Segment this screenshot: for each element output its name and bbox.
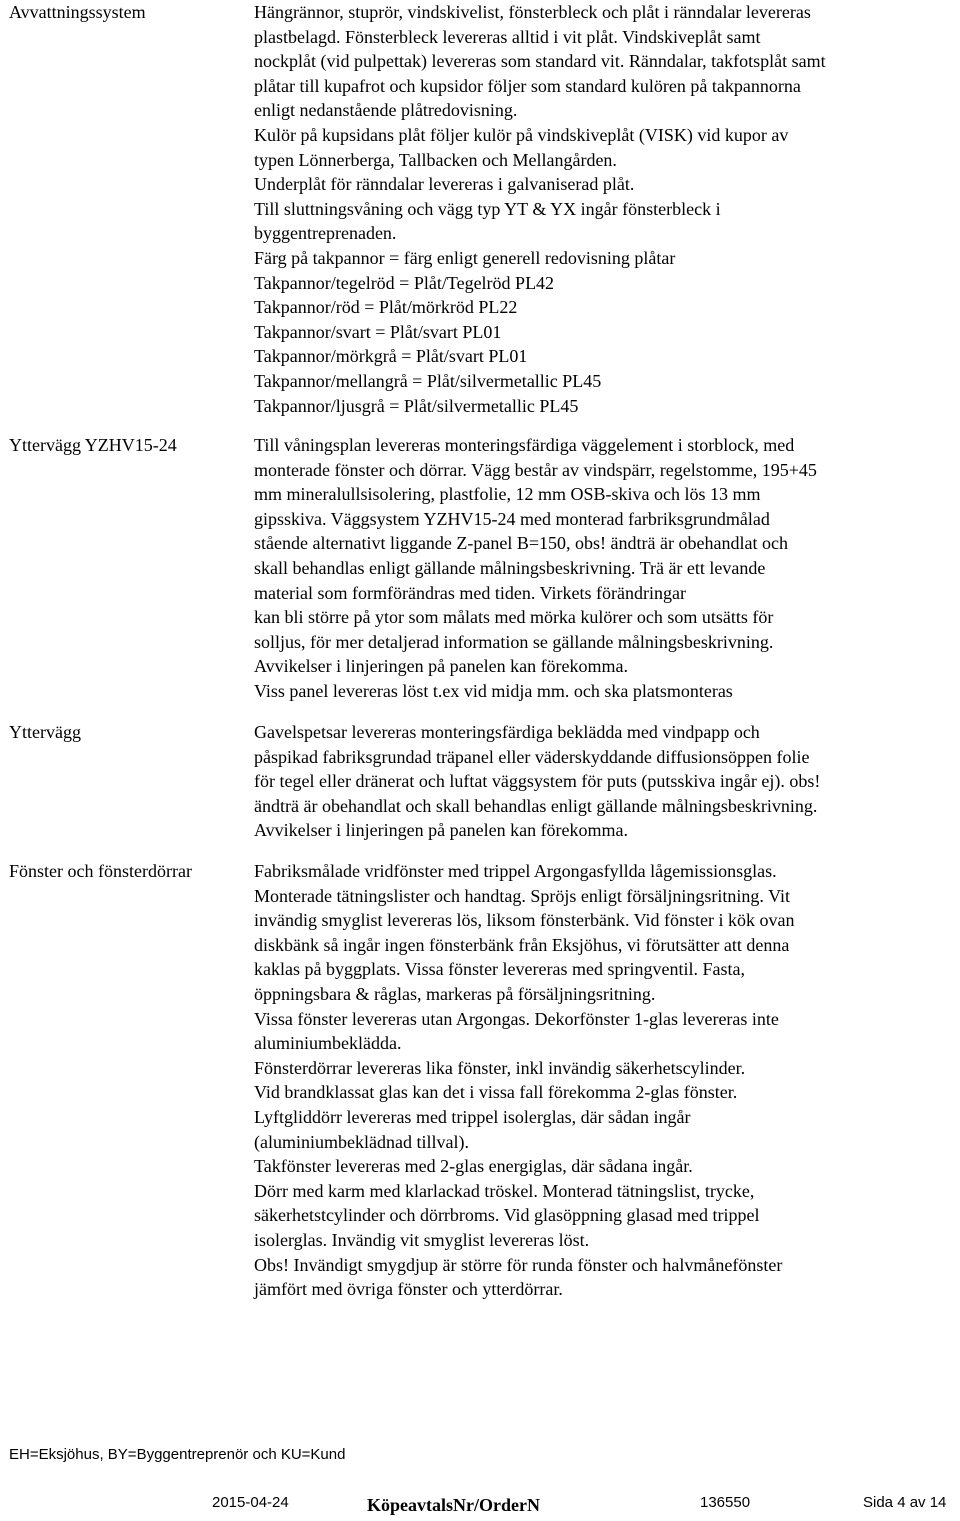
- text-line: Gavelspetsar levereras monteringsfärdiga beklädda med vindpapp och: [254, 722, 760, 742]
- text-line: jämfört med övriga fönster och ytterdörrar.: [254, 1279, 563, 1300]
- section-label: Avvattningssystem: [9, 2, 146, 22]
- text-line: nockplåt (vid pulpettak) levereras som standard vit. Ränndalar, takfotsplåt samt: [254, 51, 826, 72]
- text-line: kan bli större på ytor som målats med mörka kulörer och som utsätts för: [254, 607, 774, 628]
- text-line: material som formförändras med tiden. Virkets förändringar: [254, 582, 686, 603]
- text-line: Takpannor/mellangrå = Plåt/silvermetallic PL45: [254, 370, 602, 391]
- text-line: Hängrännor, stuprör, vindskivelist, fönsterbleck och plåt i ränndalar levereras: [254, 2, 811, 22]
- text-line: mm mineralullsisolering, plastfolie, 12 mm OSB-skiva och lös 13 mm: [254, 484, 761, 505]
- text-line: Vissa fönster levereras utan Argongas. Dekorfönster 1-glas levereras inte: [254, 1008, 779, 1029]
- text-line: byggentreprenaden.: [254, 223, 397, 244]
- text-line: påspikad fabriksgrundad träpanel eller väderskyddande diffusionsöppen folie: [254, 746, 810, 767]
- text-line: Takpannor/mörkgrå = Plåt/svart PL01: [254, 346, 528, 367]
- section-label: Yttervägg YZHV15-24: [9, 435, 177, 455]
- text-line: enligt nedanstående plåtredovisning.: [254, 100, 518, 121]
- text-line: skall behandlas enligt gällande målningsbeskrivning. Trä är ett levande: [254, 557, 766, 578]
- text-line: Till sluttningsvåning och vägg typ YT & YX ingår fönsterbleck i: [254, 198, 721, 219]
- text-line: Kulör på kupsidans plåt följer kulör på vindskiveplåt (VISK) vid kupor av: [254, 124, 789, 145]
- footer-order-number: 136550: [700, 1494, 751, 1511]
- text-line: diskbänk så ingår ingen fönsterbänk från Eksjöhus, vi förutsätter att denna: [254, 934, 790, 955]
- text-line: Takfönster levereras med 2-glas energiglas, där sådana ingår.: [254, 1156, 693, 1177]
- text-line: Underplåt för ränndalar levereras i galvaniserad plåt.: [254, 174, 635, 195]
- section-label: Yttervägg: [9, 722, 81, 742]
- footer-legend: EH=Eksjöhus, BY=Byggentreprenör och KU=Kund: [9, 1446, 346, 1463]
- text-line: säkerhetstcylinder och dörrbroms. Vid glasöppning glasad med trippel: [254, 1205, 760, 1226]
- text-line: för tegel eller dränerat och luftat väggsystem för puts (putsskiva ingår ej). obs!: [254, 771, 821, 792]
- text-line: Avvikelser i linjeringen på panelen kan förekomma.: [254, 656, 629, 677]
- text-line: Vid brandklassat glas kan det i vissa fall förekomma 2-glas fönster.: [254, 1082, 738, 1103]
- text-line: Takpannor/tegelröd = Plåt/Tegelröd PL42: [254, 272, 555, 293]
- text-line: plastbelagd. Fönsterbleck levereras alltid i vit plåt. Vindskiveplåt samt: [254, 26, 761, 47]
- text-line: ändträ är obehandlat och skall behandlas enligt gällande målningsbeskrivning.: [254, 795, 818, 816]
- text-line: Takpannor/ljusgrå = Plåt/silvermetallic PL45: [254, 395, 579, 416]
- text-line: Fönsterdörrar levereras lika fönster, inkl invändig säkerhetscylinder.: [254, 1057, 746, 1078]
- text-line: aluminiumbeklädda.: [254, 1033, 402, 1054]
- text-line: Dörr med karm med klarlackad tröskel. Monterad tätningslist, trycke,: [254, 1180, 755, 1201]
- text-line: Fabriksmålade vridfönster med trippel Argongasfyllda lågemissionsglas.: [254, 861, 777, 881]
- text-line: solljus, för mer detaljerad information se gällande målningsbeskrivning.: [254, 631, 774, 652]
- text-line: kaklas på byggplats. Vissa fönster levereras med springventil. Fasta,: [254, 959, 745, 980]
- section-body: [254, 0, 959, 418]
- text-line: Takpannor/röd = Plåt/mörkröd PL22: [254, 297, 518, 318]
- text-line: typen Lönnerberga, Tallbacken och Mellangården.: [254, 149, 617, 170]
- footer-field-name: KöpeavtalsNr/OrderN: [367, 1495, 540, 1515]
- text-line: plåtar till kupafrot och kupsidor följer som standard kulören på takpannorna: [254, 75, 801, 96]
- text-line: Till våningsplan levereras monteringsfärdiga väggelement i storblock, med: [254, 435, 795, 455]
- text-line: isolerglas. Invändig vit smyglist levereras löst.: [254, 1229, 590, 1250]
- text-line: Färg på takpannor = färg enligt generell redovisning plåtar: [254, 247, 676, 268]
- section-body: [254, 720, 959, 843]
- text-line: monterade fönster och dörrar. Vägg består av vindspärr, regelstomme, 195+45: [254, 459, 817, 480]
- text-line: Takpannor/svart = Plåt/svart PL01: [254, 321, 502, 342]
- section-body: [254, 859, 959, 1302]
- footer-date: 2015-04-24: [212, 1494, 289, 1511]
- text-line: Monterade tätningslister och handtag. Spröjs enligt försäljningsritning. Vit: [254, 885, 791, 906]
- section-label: Fönster och fönsterdörrar: [9, 861, 192, 881]
- text-line: öppningsbara & råglas, markeras på försäljningsritning.: [254, 983, 656, 1004]
- text-line: Viss panel levereras löst t.ex vid midja mm. och ska platsmonteras: [254, 680, 733, 701]
- text-line: invändig smyglist levereras lös, liksom fönsterbänk. Vid fönster i kök ovan: [254, 910, 795, 931]
- text-line: gipsskiva. Väggsystem YZHV15-24 med monterad farbriksgrundmålad: [254, 508, 770, 529]
- text-line: Lyftgliddörr levereras med trippel isolerglas, där sådan ingår: [254, 1106, 691, 1127]
- text-line: (aluminiumbeklädnad tillval).: [254, 1131, 469, 1152]
- text-line: stående alternativt liggande Z-panel B=150, obs! ändträ är obehandlat och: [254, 533, 788, 554]
- text-line: Obs! Invändigt smygdjup är större för runda fönster och halvmånefönster: [254, 1254, 783, 1275]
- section-body: [254, 433, 959, 704]
- footer-page-number: Sida 4 av 14: [863, 1494, 947, 1511]
- text-line: Avvikelser i linjeringen på panelen kan förekomma.: [254, 820, 629, 841]
